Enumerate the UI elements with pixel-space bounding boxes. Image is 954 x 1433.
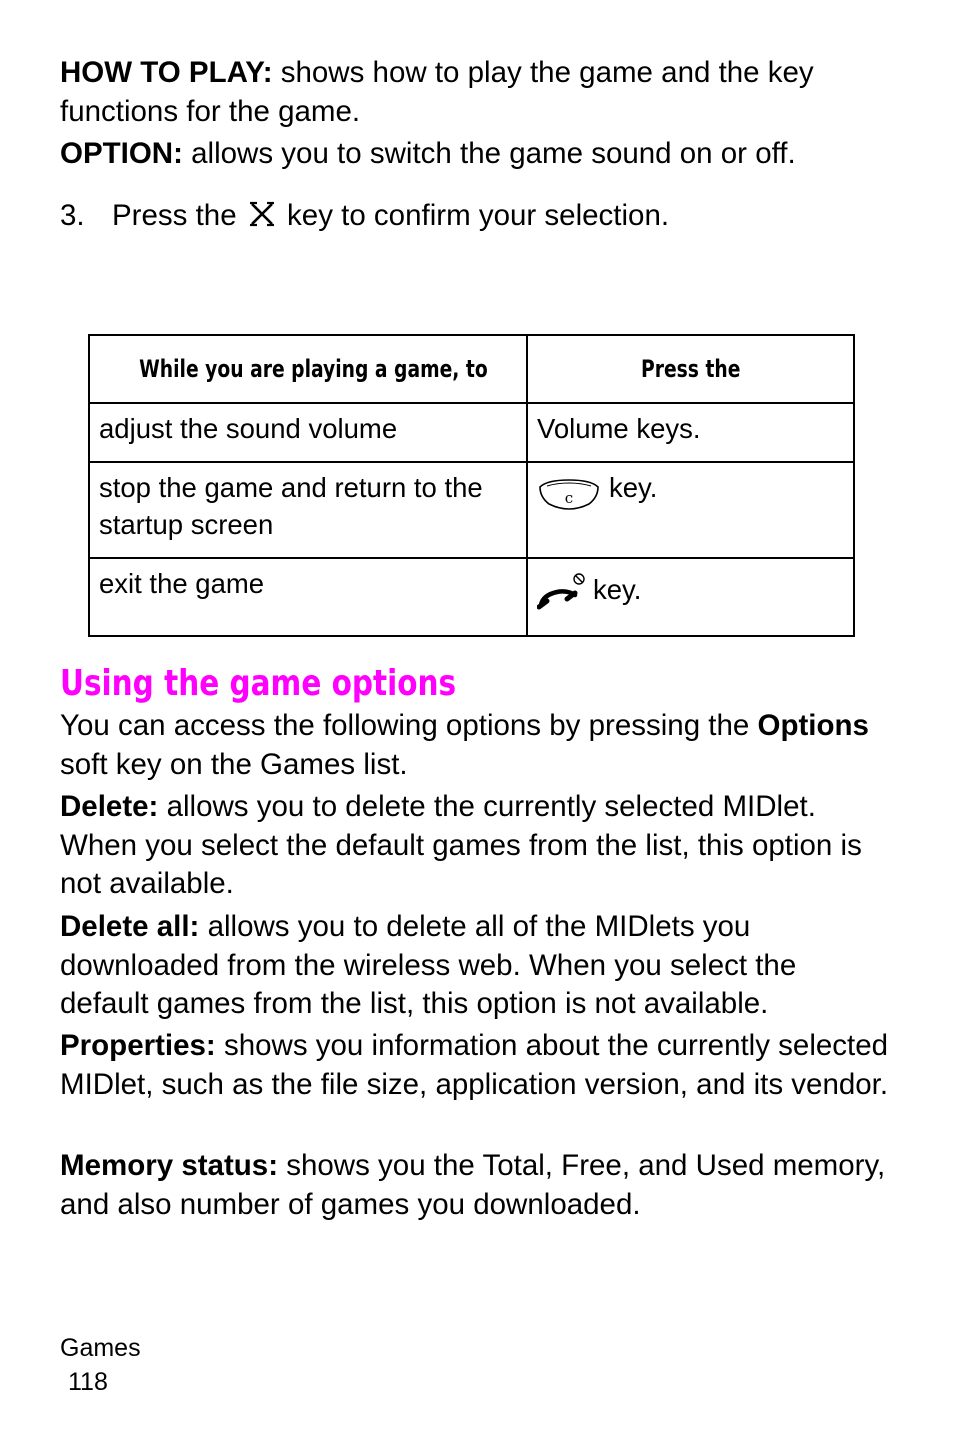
column-header-key: Press the bbox=[527, 335, 854, 403]
how-to-play-label: HOW TO PLAY: bbox=[60, 56, 273, 89]
game-keys-table bbox=[88, 334, 855, 637]
c-key-icon bbox=[537, 477, 601, 511]
option-description: shows you the Total, Free, and Used memory, and also number of games you downloaded. bbox=[60, 1149, 886, 1221]
option-delete-all bbox=[60, 908, 890, 1024]
key-cell bbox=[527, 558, 854, 636]
key-cell: Volume keys. bbox=[527, 403, 854, 462]
svg-text:c: c bbox=[564, 489, 574, 507]
option-label: Delete all: bbox=[60, 910, 200, 943]
step-text-after: key to confirm your selection. bbox=[287, 199, 670, 232]
option-description: shows you information about the currently selected MIDlet, such as the file size, application version, and its vendor. bbox=[60, 1029, 889, 1101]
footer-chapter: Games bbox=[60, 1334, 141, 1362]
table-row bbox=[89, 558, 854, 636]
option-label: OPTION: bbox=[60, 137, 183, 170]
step-text-before: Press the bbox=[112, 199, 237, 232]
how-to-play-text: shows how to play the game and the key functions for the game. bbox=[60, 56, 814, 128]
option-paragraph bbox=[60, 135, 890, 174]
options-soft-key-label: Options bbox=[757, 709, 869, 742]
option-delete bbox=[60, 788, 890, 904]
action-cell: stop the game and return to the startup screen bbox=[89, 462, 527, 558]
action-cell: adjust the sound volume bbox=[89, 403, 527, 462]
option-label: Properties: bbox=[60, 1029, 216, 1062]
footer-page-number: 118 bbox=[68, 1368, 108, 1396]
table-row bbox=[89, 403, 854, 462]
option-label: Delete: bbox=[60, 790, 159, 823]
option-description: allows you to delete all of the MIDlets you downloaded from the wireless web. When you select the default games from the list, this option is not available. bbox=[60, 910, 797, 1020]
key-text: key. bbox=[593, 574, 642, 605]
how-to-play-paragraph bbox=[60, 54, 890, 131]
option-label: Memory status: bbox=[60, 1149, 279, 1182]
confirm-key-icon bbox=[249, 201, 275, 227]
step-number: 3. bbox=[60, 199, 85, 232]
option-properties bbox=[60, 1027, 890, 1104]
step-3 bbox=[60, 197, 669, 235]
option-text: allows you to switch the game sound on or off. bbox=[182, 137, 796, 170]
table-header-row bbox=[89, 335, 854, 403]
section-heading: Using the game options bbox=[60, 663, 457, 704]
key-text: key. bbox=[609, 472, 658, 503]
option-description: allows you to delete the currently selected MIDlet. When you select the default games from the list, this option is not available. bbox=[60, 790, 862, 900]
key-cell bbox=[527, 462, 854, 558]
options-intro-before: You can access the following options by pressing the bbox=[60, 709, 758, 742]
column-header-action: While you are playing a game, to bbox=[89, 335, 527, 403]
options-intro-paragraph bbox=[60, 707, 890, 784]
options-intro-after: soft key on the Games list. bbox=[60, 747, 408, 781]
option-memory-status bbox=[60, 1147, 890, 1224]
end-call-key-icon bbox=[537, 571, 587, 611]
table-row bbox=[89, 462, 854, 558]
action-cell: exit the game bbox=[89, 558, 527, 636]
